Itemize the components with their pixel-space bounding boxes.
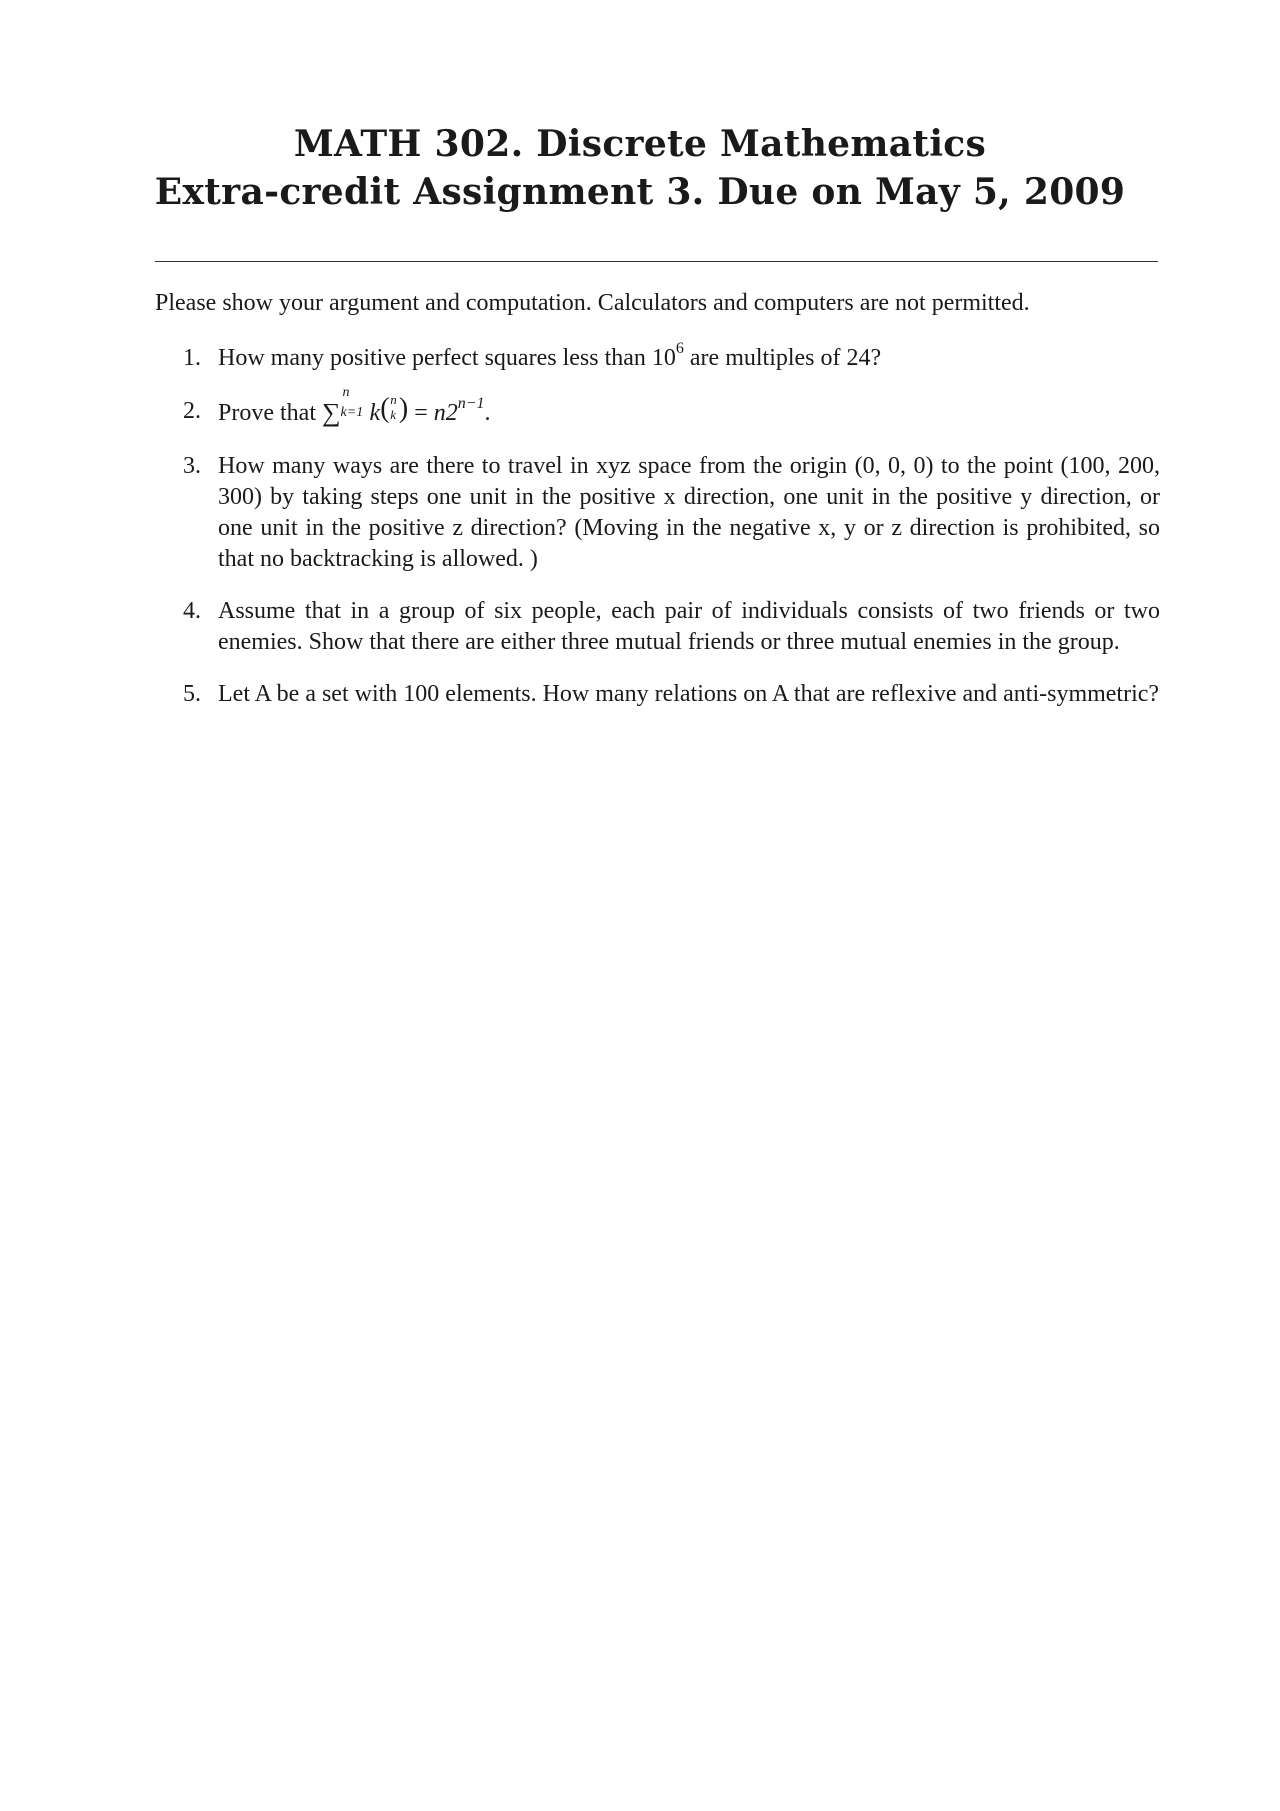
problem-4	[155, 596, 1160, 658]
assignment-title: Extra-credit Assignment 3. Due on May 5, 2009	[154, 171, 1126, 213]
problem-5-text: Let A be a set with 100 elements. How many relations on A that are reflexive and anti-symmetric?	[218, 681, 1160, 707]
document-header	[0, 120, 1280, 216]
header-divider	[155, 261, 1158, 262]
problem-number: 5.	[183, 681, 201, 707]
problem-1	[155, 340, 1160, 374]
problem-4-text: Assume that in a group of six people, each pair of individuals consists of two friends or two enemies. Show that there are either three mutual friends or three mutual enemies in the group.	[218, 598, 1160, 655]
problem-3-text: How many ways are there to travel in xyz space from the origin (0, 0, 0) to the point (100, 200, 300) by taking steps one unit in the positive x direction, one unit in the positive y direction, or one unit in the positive z direction? (Moving in the negative x, y or z direction is prohibited, so that no backtracking is allowed. )	[218, 453, 1160, 572]
problem-5	[155, 679, 1160, 710]
exponent: 6	[675, 340, 684, 357]
coefficient: k	[369, 400, 381, 426]
problem-number: 1.	[183, 345, 201, 371]
problem-3	[155, 451, 1160, 575]
summation-symbol: ∑	[321, 398, 341, 427]
problem-list	[155, 340, 1160, 731]
course-title: MATH 302. Discrete Mathematics	[293, 123, 987, 165]
summation-limits	[340, 385, 367, 420]
problem-1-text: How many positive perfect squares less than $10^6$ are multiples of 24?	[218, 340, 882, 371]
binomial-coefficient: ( n k )	[380, 392, 409, 424]
problem-2-text: Prove that ∑ n k=1 k ( n k ) = $n2^{n-1}$.	[218, 385, 491, 427]
sum-lower-limit: k=1	[340, 405, 364, 420]
problem-number: 2.	[183, 398, 201, 424]
problem-2	[155, 385, 1160, 429]
exponent: n−1	[457, 395, 485, 412]
problem-number: 3.	[183, 453, 201, 479]
problem-number: 4.	[183, 598, 201, 624]
instructions-text: Please show your argument and computation. Calculators and computers are not permitted.	[155, 290, 1030, 316]
sum-upper-limit: n	[342, 385, 350, 400]
